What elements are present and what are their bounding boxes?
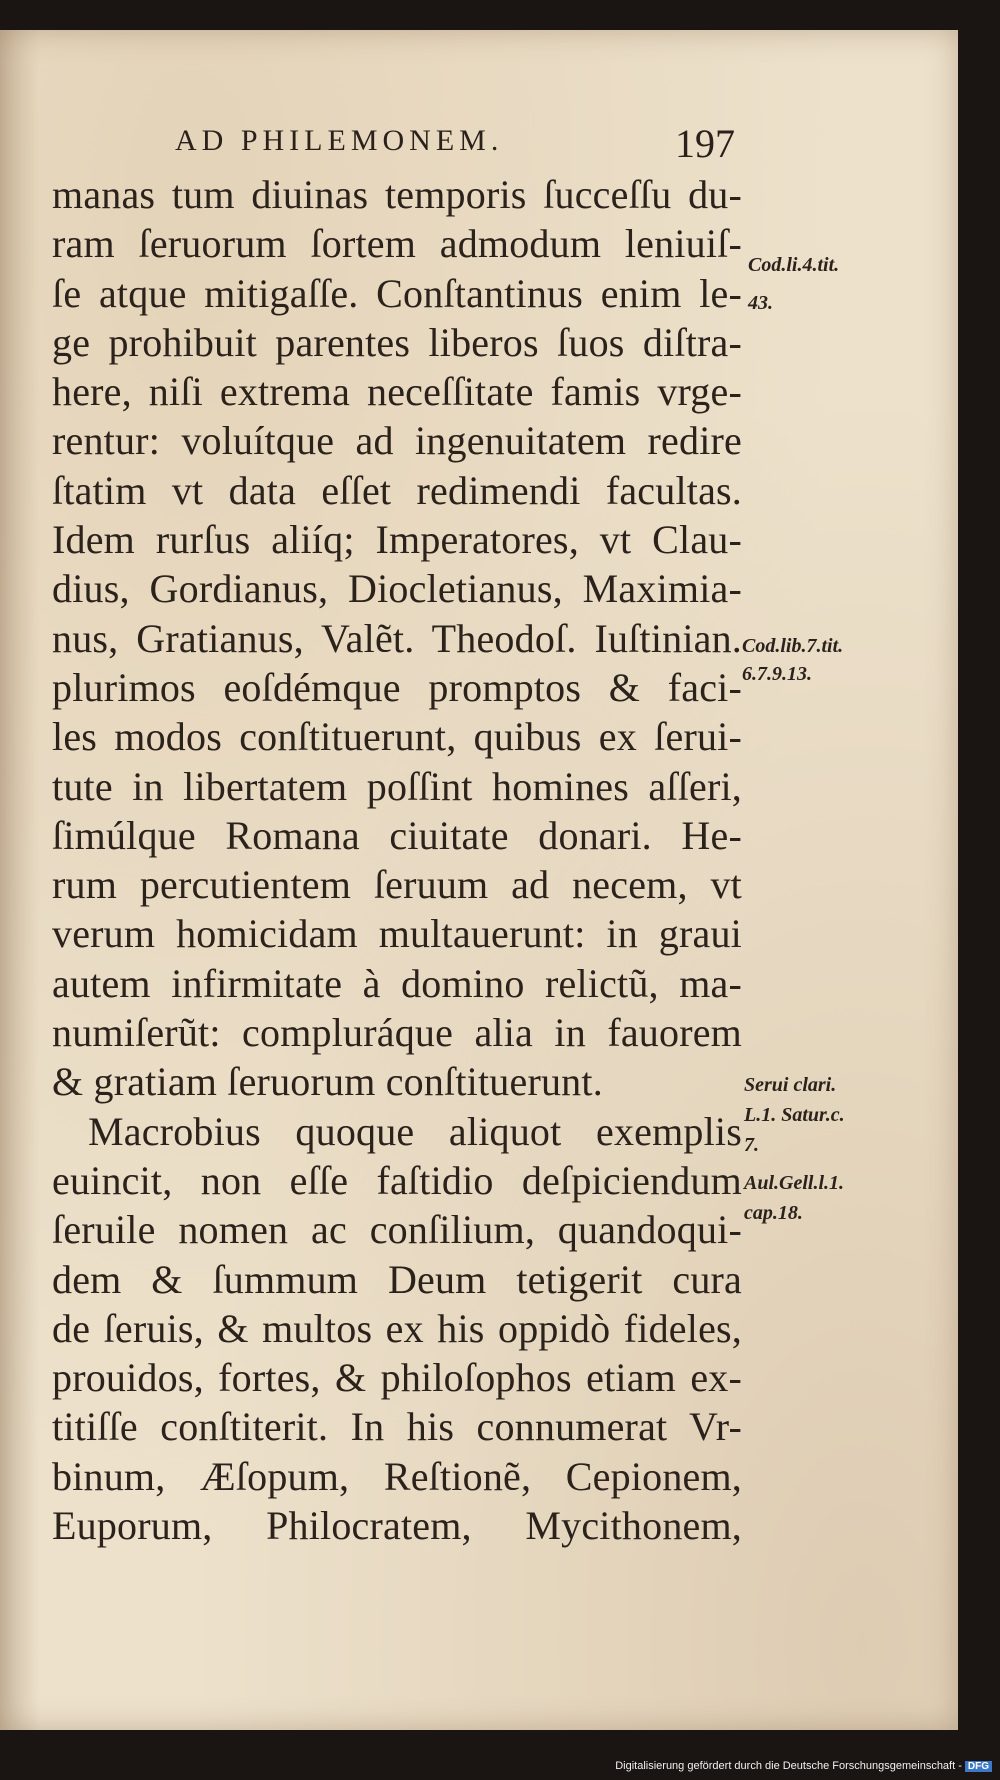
- margin-note: Aul.Gell.l.1.: [744, 1172, 845, 1194]
- text-line: Macrobius quoque aliquot exemplis: [88, 1108, 742, 1154]
- text-line: ge prohibuit parentes liberos ſuos diſtra-: [52, 319, 742, 365]
- margin-note: 6.7.9.13.: [742, 663, 812, 685]
- text-line: Idem rurſus aliíq; Imperatores, vt Clau-: [52, 517, 742, 563]
- text-line: plurimos eoſdémque promptos & faci-: [52, 664, 742, 710]
- margin-note: 43.: [748, 292, 773, 314]
- text-line: ſe atque mitigaſſe. Conſtantinus enim le-: [52, 270, 742, 316]
- page-number: 197: [675, 121, 735, 166]
- text-line: dem & ſummum Deum tetigerit cura: [52, 1256, 742, 1302]
- margin-note: Cod.li.4.tit.: [748, 254, 840, 276]
- text-line: tute in libertatem poſſint homines aſſeri,: [52, 763, 742, 809]
- text-line: Euporum, Philocratem, Mycithonem,: [52, 1503, 742, 1549]
- text-line: titiſſe conſtiterit. In his connumerat Vr-: [52, 1404, 742, 1450]
- text-line: ſimúlque Romana ciuitate donari. He-: [52, 812, 742, 858]
- dfg-logo: DFG: [965, 1761, 992, 1772]
- text-line: ſtatim vt data eſſet redimendi facultas.: [52, 467, 742, 513]
- margin-note: Serui clari.: [744, 1074, 837, 1096]
- text-line: manas tum diuinas temporis ſucceſſu du-: [52, 172, 742, 217]
- text-line: ram ſeruorum ſortem admodum leniuiſ-: [52, 221, 742, 267]
- text-line: & gratiam ſeruorum conſtituerunt.: [52, 1059, 603, 1105]
- body-text: [52, 170, 742, 1550]
- scan-border: [0, 1730, 1000, 1750]
- margin-note: L.1. Satur.c.: [744, 1104, 845, 1126]
- text-line: ſeruile nomen ac conſilium, quandoqui-: [52, 1207, 742, 1253]
- text-line: dius, Gordianus, Diocletianus, Maximia-: [52, 566, 742, 612]
- page-header: [175, 120, 735, 166]
- running-head: AD PHILEMONEM.: [175, 124, 504, 157]
- text-line: autem infirmitate à domino relictũ, ma-: [52, 960, 742, 1006]
- text-line: rentur: voluítque ad ingenuitatem redire: [52, 418, 742, 464]
- margin-note: 7.: [744, 1134, 759, 1156]
- credit-text: Digitalisierung gefördert durch die Deutsche Forschungsgemeinschaft -: [615, 1760, 962, 1772]
- text-line: euincit, non eſſe faſtidio deſpiciendum: [52, 1157, 742, 1203]
- margin-note: Cod.lib.7.tit.: [742, 635, 844, 657]
- text-line: numiſerũt: compluráque alia in fauorem: [52, 1010, 742, 1056]
- text-line: rum percutientem ſeruum ad necem, vt: [52, 862, 742, 908]
- text-line: de ſeruis, & multos ex his oppidò fideles,: [52, 1305, 742, 1351]
- digitization-credit: [615, 1760, 992, 1772]
- text-line: nus, Gratianus, Valẽt. Theodoſ. Iuſtinian.: [52, 615, 742, 661]
- margin-note: cap.18.: [744, 1202, 803, 1224]
- text-line: prouidos, fortes, & philoſophos etiam ex-: [52, 1355, 742, 1401]
- text-line: binum, Æſopum, Reſtionẽ, Cepionem,: [52, 1453, 742, 1499]
- text-line: here, niſi extrema neceſſitate famis vrge-: [52, 369, 742, 415]
- text-line: verum homicidam multauerunt: in graui: [52, 911, 742, 957]
- text-line: les modos conſtituerunt, quibus ex ſerui-: [52, 714, 742, 760]
